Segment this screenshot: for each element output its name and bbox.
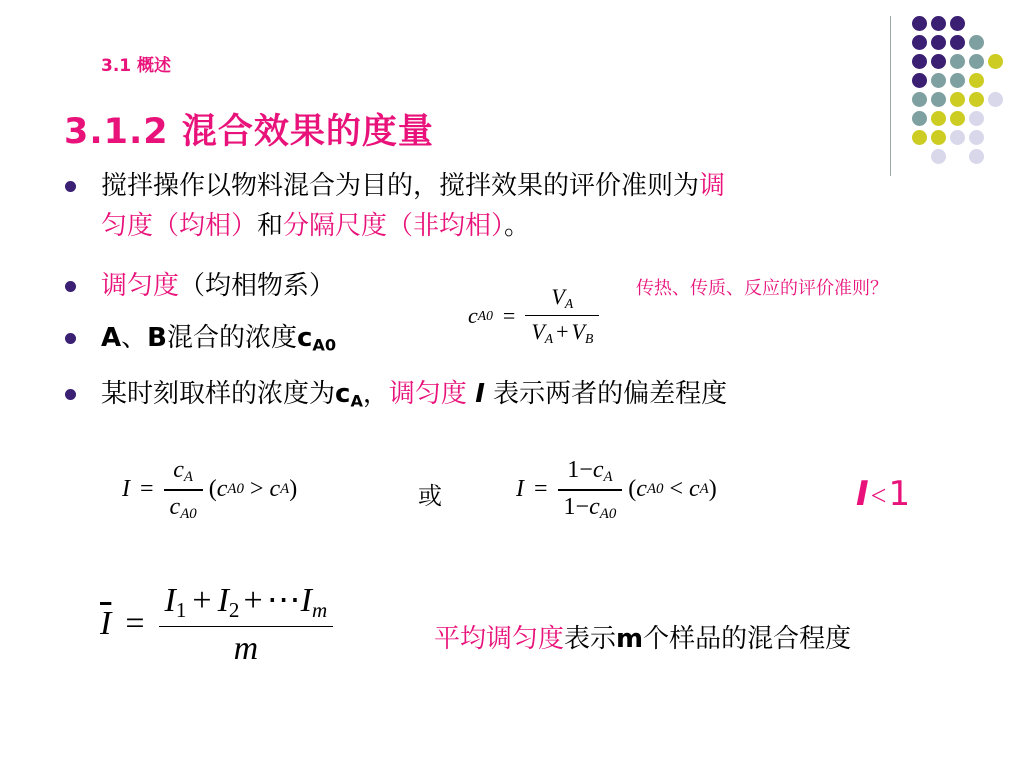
bullet-4-I: I (475, 379, 485, 409)
ineq-one: 1 (888, 474, 911, 514)
eq1-den-b-sub: B (584, 331, 594, 347)
eq3-equals: = (534, 476, 548, 503)
decor-dot (931, 16, 946, 31)
bullet-marker (65, 389, 76, 400)
eq3-num-c: c (592, 457, 604, 483)
eq2-I: I (122, 476, 130, 503)
eq3-c1: c (636, 476, 647, 503)
eq3-num-minus: − (579, 457, 593, 483)
eq3-num-one: 1 (567, 457, 580, 483)
eq3-I: I (516, 476, 524, 503)
eq2-c2-sub: A (280, 481, 290, 498)
eq4-fraction-bar (159, 626, 334, 628)
bullet-4-sub: A (350, 391, 363, 411)
bullet-1 (101, 166, 941, 246)
bullet-4-text-1: 某时刻取样的浓度为 (101, 379, 336, 409)
ineq-op: < (870, 481, 887, 512)
bullet-1-highlight-3: 分隔尺度（非均相） (283, 211, 505, 241)
equation-average (100, 580, 333, 668)
decor-dot (912, 111, 927, 126)
average-highlight: 平均调匀度 (434, 624, 565, 654)
eq4-I2: I (217, 582, 229, 619)
eq2-paren-open: ( (208, 476, 217, 503)
bullet-marker (65, 281, 76, 292)
eq4-plus2: + (243, 582, 263, 619)
eq2-op: > (249, 476, 264, 503)
eq2-den-sub: A0 (180, 505, 197, 522)
decor-dot (931, 35, 946, 50)
eq4-I1: I (164, 582, 176, 619)
eq4-sm: m (311, 597, 328, 622)
eq3-fraction-bar (558, 489, 623, 491)
eq3-c1-sub: A0 (646, 481, 664, 498)
side-note: 传热、传质、反应的评价准则？ (636, 278, 888, 299)
eq3-den-sub: A0 (599, 505, 617, 522)
decor-dot (969, 130, 984, 145)
eq4-plus1: + (192, 582, 212, 619)
decor-dot (950, 54, 965, 69)
decor-dot (950, 130, 965, 145)
eq2-den: c (169, 493, 181, 520)
eq1-lhs-sub: A0 (477, 307, 493, 323)
bullet-4-c: c (335, 379, 351, 409)
bullet-1-highlight-2: 匀度（均相） (101, 211, 258, 241)
eq1-num: V (551, 284, 565, 309)
decor-dot (950, 111, 965, 126)
eq1-fraction (525, 284, 599, 347)
decor-divider-line (890, 16, 891, 176)
decor-dot (969, 111, 984, 126)
equation-concentration (468, 284, 599, 347)
average-description (434, 618, 851, 655)
decor-dot (931, 73, 946, 88)
or-label: 或 (418, 482, 442, 510)
equation-uniformity-1 (122, 457, 297, 523)
decor-dot (912, 130, 927, 145)
eq3-op: < (669, 476, 684, 503)
eq3-den-minus: − (575, 493, 590, 520)
eq4-Ibar: $\overline{I}$ (100, 605, 112, 643)
decor-dot (912, 54, 927, 69)
ineq-I: I (856, 474, 869, 514)
eq2-num-sub: A (183, 469, 194, 486)
eq2-equals: = (140, 476, 154, 503)
eq2-c1: c (216, 476, 228, 503)
eq1-den-b: V (571, 319, 585, 345)
decor-dot (950, 35, 965, 50)
eq4-equals: = (125, 605, 145, 643)
eq1-den-a: V (531, 319, 545, 345)
decor-dot (969, 73, 984, 88)
eq3-c2-sub: A (699, 481, 709, 498)
bullet-1-text: 搅拌操作以物料混合为目的，搅拌效果的评价准则为 (101, 171, 700, 201)
equation-uniformity-2 (516, 457, 717, 523)
decor-dot (969, 92, 984, 107)
eq4-den: m (233, 630, 259, 668)
eq3-den-c: c (589, 493, 600, 520)
average-text-2: 个样品的混合程度 (643, 624, 852, 654)
eq3-den-one: 1 (563, 493, 576, 520)
eq4-s1: 1 (175, 597, 187, 622)
bullet-3-c: c (296, 323, 313, 353)
slide-title: 3.1.2 混合效果的度量 (64, 112, 434, 152)
decor-dot (988, 54, 1003, 69)
average-text-1: 表示 (564, 624, 617, 654)
decor-dot (912, 16, 927, 31)
eq1-num-sub: A (564, 295, 574, 311)
average-m: m (616, 624, 644, 654)
eq1-den-a-sub: A (544, 331, 554, 347)
bullet-3-sep: 、 (121, 323, 148, 353)
section-label: 3.1 概述 (101, 56, 172, 76)
decor-dot (912, 35, 927, 50)
bullet-3 (101, 318, 336, 366)
bullet-4-text-2: 表示两者的偏差程度 (484, 379, 728, 409)
eq2-fraction (164, 457, 203, 523)
eq1-plus: + (556, 319, 569, 345)
eq4-Im: I (300, 582, 312, 619)
bullet-3-text: 混合的浓度 (166, 323, 297, 353)
decor-dot (969, 54, 984, 69)
bullet-2-highlight: 调匀度 (101, 271, 180, 301)
decor-dot (969, 35, 984, 50)
bullet-3-b: B (147, 323, 167, 353)
eq2-c2: c (269, 476, 281, 503)
eq4-fraction (159, 580, 334, 668)
bullet-2-text: （均相物系） (179, 271, 336, 301)
bullet-marker (65, 333, 76, 344)
decor-dot (950, 16, 965, 31)
bullet-4-comma: ， (362, 379, 389, 409)
bullet-4-highlight: 调匀度 (388, 379, 476, 409)
decor-dot (950, 73, 965, 88)
decor-dot (988, 92, 1003, 107)
eq2-c1-sub: A0 (227, 481, 244, 498)
eq2-paren-close: ) (289, 476, 298, 503)
decor-dot (931, 130, 946, 145)
eq4-dots: ⋯ (266, 582, 301, 619)
eq3-fraction (558, 457, 623, 523)
bullet-3-a: A (101, 323, 122, 353)
eq1-equals: = (502, 302, 516, 328)
inequality (856, 474, 910, 514)
decor-dot (931, 111, 946, 126)
eq3-paren-close: ) (708, 476, 717, 503)
decor-dot (912, 92, 927, 107)
decor-dot (931, 149, 946, 164)
bullet-marker (65, 181, 76, 192)
eq3-num-sub: A (603, 469, 613, 486)
eq1-fraction-bar (525, 315, 599, 317)
eq1-lhs: c (468, 302, 478, 328)
decor-dot (931, 92, 946, 107)
bullet-3-sub: A0 (312, 335, 337, 355)
bullet-2 (101, 266, 335, 306)
decor-dot (969, 149, 984, 164)
bullet-1-conj: 和 (257, 211, 284, 241)
eq3-c2: c (689, 476, 700, 503)
bullet-1-highlight: 调 (699, 171, 726, 201)
decor-dot (931, 54, 946, 69)
bullet-4 (101, 374, 727, 422)
decor-dot (912, 73, 927, 88)
bullet-1-end: 。 (504, 211, 531, 241)
eq3-paren-open: ( (628, 476, 637, 503)
eq2-fraction-bar (164, 489, 203, 491)
eq4-s2: 2 (228, 597, 240, 622)
eq2-num: c (173, 457, 184, 483)
decor-dot (950, 92, 965, 107)
